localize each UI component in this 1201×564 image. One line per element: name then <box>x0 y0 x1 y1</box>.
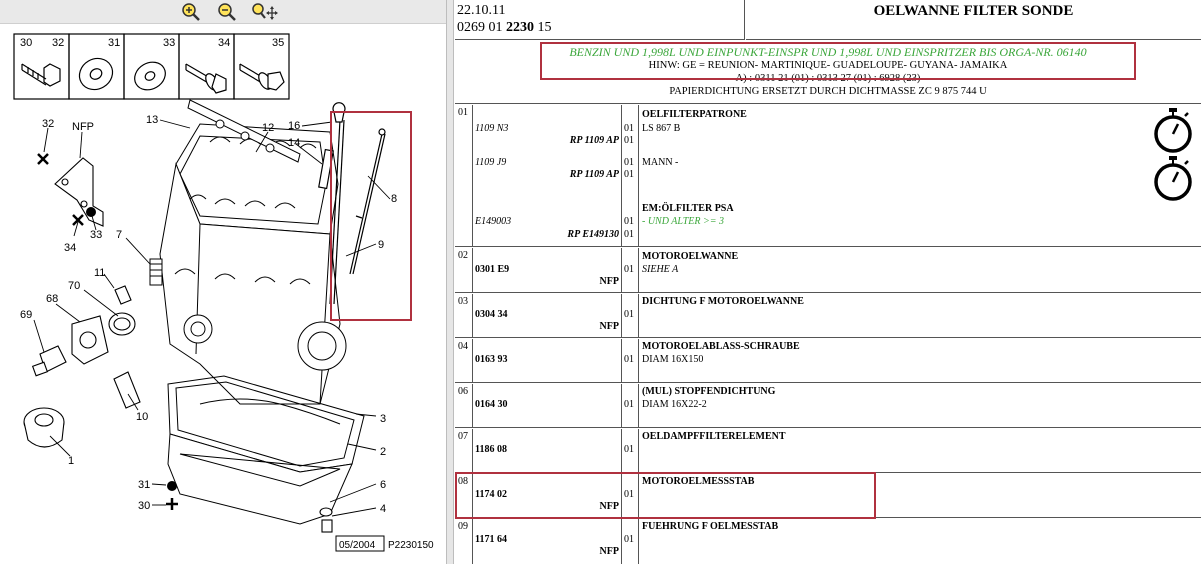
ref-code[interactable]: 1186 08 <box>475 444 507 455</box>
qty-cell <box>622 474 639 517</box>
part-title: OELFILTERPATRONE <box>642 109 747 120</box>
zoom-out-icon[interactable] <box>216 2 238 22</box>
ref-code[interactable]: RP E149130 <box>567 229 619 240</box>
callout-31: 31 <box>138 479 151 491</box>
ref-code[interactable]: 0304 34 <box>475 309 508 320</box>
callout-4: 4 <box>380 503 387 515</box>
row-ref-cell <box>473 429 622 472</box>
qty: 01 <box>624 489 634 500</box>
callout-2: 2 <box>380 446 387 458</box>
qty: 01 <box>624 169 634 180</box>
row-ref-cell <box>473 474 622 517</box>
legend-label-33: 33 <box>163 37 176 49</box>
row-number: 01 <box>455 105 473 246</box>
row-number: 07 <box>455 429 473 472</box>
ref-code[interactable]: RP 1109 AP <box>569 135 619 146</box>
row-ref-cell <box>473 105 622 246</box>
part-spec: DIAM 16X150 <box>642 354 704 365</box>
part-spec: LS 867 B <box>642 123 681 134</box>
part-condition: - UND ALTER >= 3 <box>642 216 725 227</box>
row-ref-cell <box>473 384 622 427</box>
row-ref-cell <box>473 294 622 337</box>
ref-code[interactable]: 1109 J9 <box>475 157 507 168</box>
stopwatch-icon[interactable] <box>1152 155 1194 201</box>
header-info <box>455 0 745 40</box>
callout-16: 16 <box>288 120 301 132</box>
part-spec: SIEHE A <box>642 264 679 275</box>
legend-label-31: 31 <box>108 37 121 49</box>
callout-1: 1 <box>68 455 75 467</box>
qty: 01 <box>624 157 634 168</box>
callout-9: 9 <box>378 239 385 251</box>
header-date: 22.10.11 <box>457 3 506 18</box>
desc-cell <box>640 339 1201 382</box>
row-number: 02 <box>455 248 473 292</box>
header-code: 0269 01 2230 15 <box>457 20 552 35</box>
row-number: 09 <box>455 519 473 564</box>
part-title: (MUL) STOPFENDICHTUNG <box>642 386 776 397</box>
desc-cell <box>640 429 1201 472</box>
part-title: DICHTUNG F MOTOROELWANNE <box>642 296 804 307</box>
application-notes <box>455 41 1201 104</box>
qty: 01 <box>624 264 634 275</box>
row-number: 03 <box>455 294 473 337</box>
part-title: MOTOROELWANNE <box>642 251 739 262</box>
note-engine-scope: BENZIN UND 1,998L UND EINPUNKT-EINSPR UND 1,998L UND EINSPRITZER BIS ORGA-NR. 06140 <box>569 45 1087 59</box>
stud-icon <box>240 64 284 91</box>
qty: 01 <box>624 444 634 455</box>
qty: 01 <box>624 135 634 146</box>
part-title: OELDAMPFFILTERELEMENT <box>642 431 786 442</box>
callout-34: 34 <box>64 242 77 254</box>
qty-cell <box>622 248 639 292</box>
table-row[interactable] <box>455 248 1201 293</box>
note-ref-a: A) : 0311 21 (01) : 0313 27 (01) : 6928 (23) <box>735 73 921 84</box>
desc-cell <box>640 248 1201 292</box>
qty: 01 <box>624 229 634 240</box>
row-number: 06 <box>455 384 473 427</box>
pan-zoom-icon[interactable] <box>250 2 280 22</box>
callout-14: 14 <box>288 137 301 149</box>
callout-12: 12 <box>262 122 275 134</box>
callout-33: 33 <box>90 229 103 241</box>
row-ref-cell <box>473 248 622 292</box>
date-code: 05/2004 <box>339 540 376 551</box>
callout-70: 70 <box>68 280 81 292</box>
legend-label-32: 32 <box>52 37 65 49</box>
washer-icon <box>74 53 118 96</box>
part-spec: MANN - <box>642 157 679 168</box>
callout-69: 69 <box>20 309 33 321</box>
qty-cell <box>622 105 639 246</box>
qty: 01 <box>624 123 634 134</box>
row-number: 04 <box>455 339 473 382</box>
table-row[interactable] <box>455 384 1201 428</box>
table-row[interactable] <box>455 294 1201 338</box>
table-row[interactable] <box>455 429 1201 473</box>
table-row[interactable] <box>455 339 1201 383</box>
callout-11: 11 <box>94 267 106 279</box>
qty-cell <box>622 519 639 564</box>
callout-7: 7 <box>116 229 123 241</box>
qty-cell <box>622 429 639 472</box>
callout-10: 10 <box>136 411 149 423</box>
callout-6: 6 <box>380 479 387 491</box>
note-gasket: PAPIERDICHTUNG ERSETZT DURCH DICHTMASSE ZC 9 875 744 U <box>669 86 987 97</box>
part-spec: DIAM 16X22-2 <box>642 399 707 410</box>
desc-cell <box>640 105 1201 246</box>
desc-cell <box>640 519 1201 564</box>
exploded-parts-diagram <box>0 24 446 564</box>
page-title: OELWANNE FILTER SONDE <box>746 0 1201 40</box>
qty: 01 <box>624 309 634 320</box>
desc-cell <box>640 384 1201 427</box>
zoom-in-icon[interactable] <box>180 2 202 22</box>
ref-code[interactable]: 1171 64 <box>475 534 507 545</box>
callout-13: 13 <box>146 114 159 126</box>
nfp-flag: NFP <box>599 546 619 557</box>
qty: 01 <box>624 216 634 227</box>
bolt-icon <box>22 64 60 86</box>
callout-3: 3 <box>380 413 387 425</box>
panel-splitter[interactable] <box>446 0 454 564</box>
qty: 01 <box>624 399 634 410</box>
row-ref-cell <box>473 519 622 564</box>
oil-filter-parts <box>24 286 140 447</box>
ref-code[interactable]: RP 1109 AP <box>569 169 619 180</box>
note-market: HINW: GE = REUNION- MARTINIQUE- GUADELOUPE- GUYANA- JAMAIKA <box>648 60 1008 71</box>
ref-code[interactable]: 0301 E9 <box>475 264 510 275</box>
ref-code[interactable]: E149003 <box>475 216 512 227</box>
legend-label-30: 30 <box>20 37 33 49</box>
stopwatch-icon[interactable] <box>1152 107 1194 153</box>
nfp-flag: NFP <box>599 501 619 512</box>
plug-markers <box>38 154 178 510</box>
washer-icon <box>130 57 171 96</box>
desc-cell <box>640 474 1201 517</box>
row-ref-cell <box>473 339 622 382</box>
mounting-bracket <box>55 158 103 226</box>
legend-label-35: 35 <box>272 37 285 49</box>
plate-code: P2230150 <box>388 540 434 551</box>
qty-cell <box>622 294 639 337</box>
callout-32: 32 <box>42 118 55 130</box>
qty: 01 <box>624 354 634 365</box>
drain-plug <box>320 508 332 532</box>
row-number: 08 <box>455 474 473 517</box>
part-title: EM:ÖLFILTER PSA <box>642 203 734 214</box>
ref-code[interactable]: 1109 N3 <box>475 123 509 134</box>
part-title: FUEHRUNG F OELMESSTAB <box>642 521 779 532</box>
legend-label-34: 34 <box>218 37 231 49</box>
diagram-panel <box>0 0 446 564</box>
callout-nfp: NFP <box>72 121 94 133</box>
qty: 01 <box>624 534 634 545</box>
nfp-flag: NFP <box>599 321 619 332</box>
table-row[interactable] <box>455 474 1201 518</box>
parts-list-panel <box>455 0 1201 564</box>
diagram-toolbar <box>0 0 446 24</box>
ref-code[interactable]: 1174 02 <box>475 489 507 500</box>
callout-68: 68 <box>46 293 59 305</box>
desc-cell <box>640 294 1201 337</box>
qty-cell <box>622 384 639 427</box>
callout-8: 8 <box>391 193 398 205</box>
callout-30: 30 <box>138 500 151 512</box>
part-title: MOTOROELABLASS-SCHRAUBE <box>642 341 800 352</box>
table-row[interactable] <box>455 105 1201 247</box>
table-row[interactable] <box>455 519 1201 564</box>
ref-code[interactable]: 0163 93 <box>475 354 508 365</box>
flange-bolt-icon <box>186 64 226 93</box>
ref-code[interactable]: 0164 30 <box>475 399 508 410</box>
nfp-flag: NFP <box>599 276 619 287</box>
qty-cell <box>622 339 639 382</box>
part-title: MOTOROELMESSSTAB <box>642 476 755 487</box>
